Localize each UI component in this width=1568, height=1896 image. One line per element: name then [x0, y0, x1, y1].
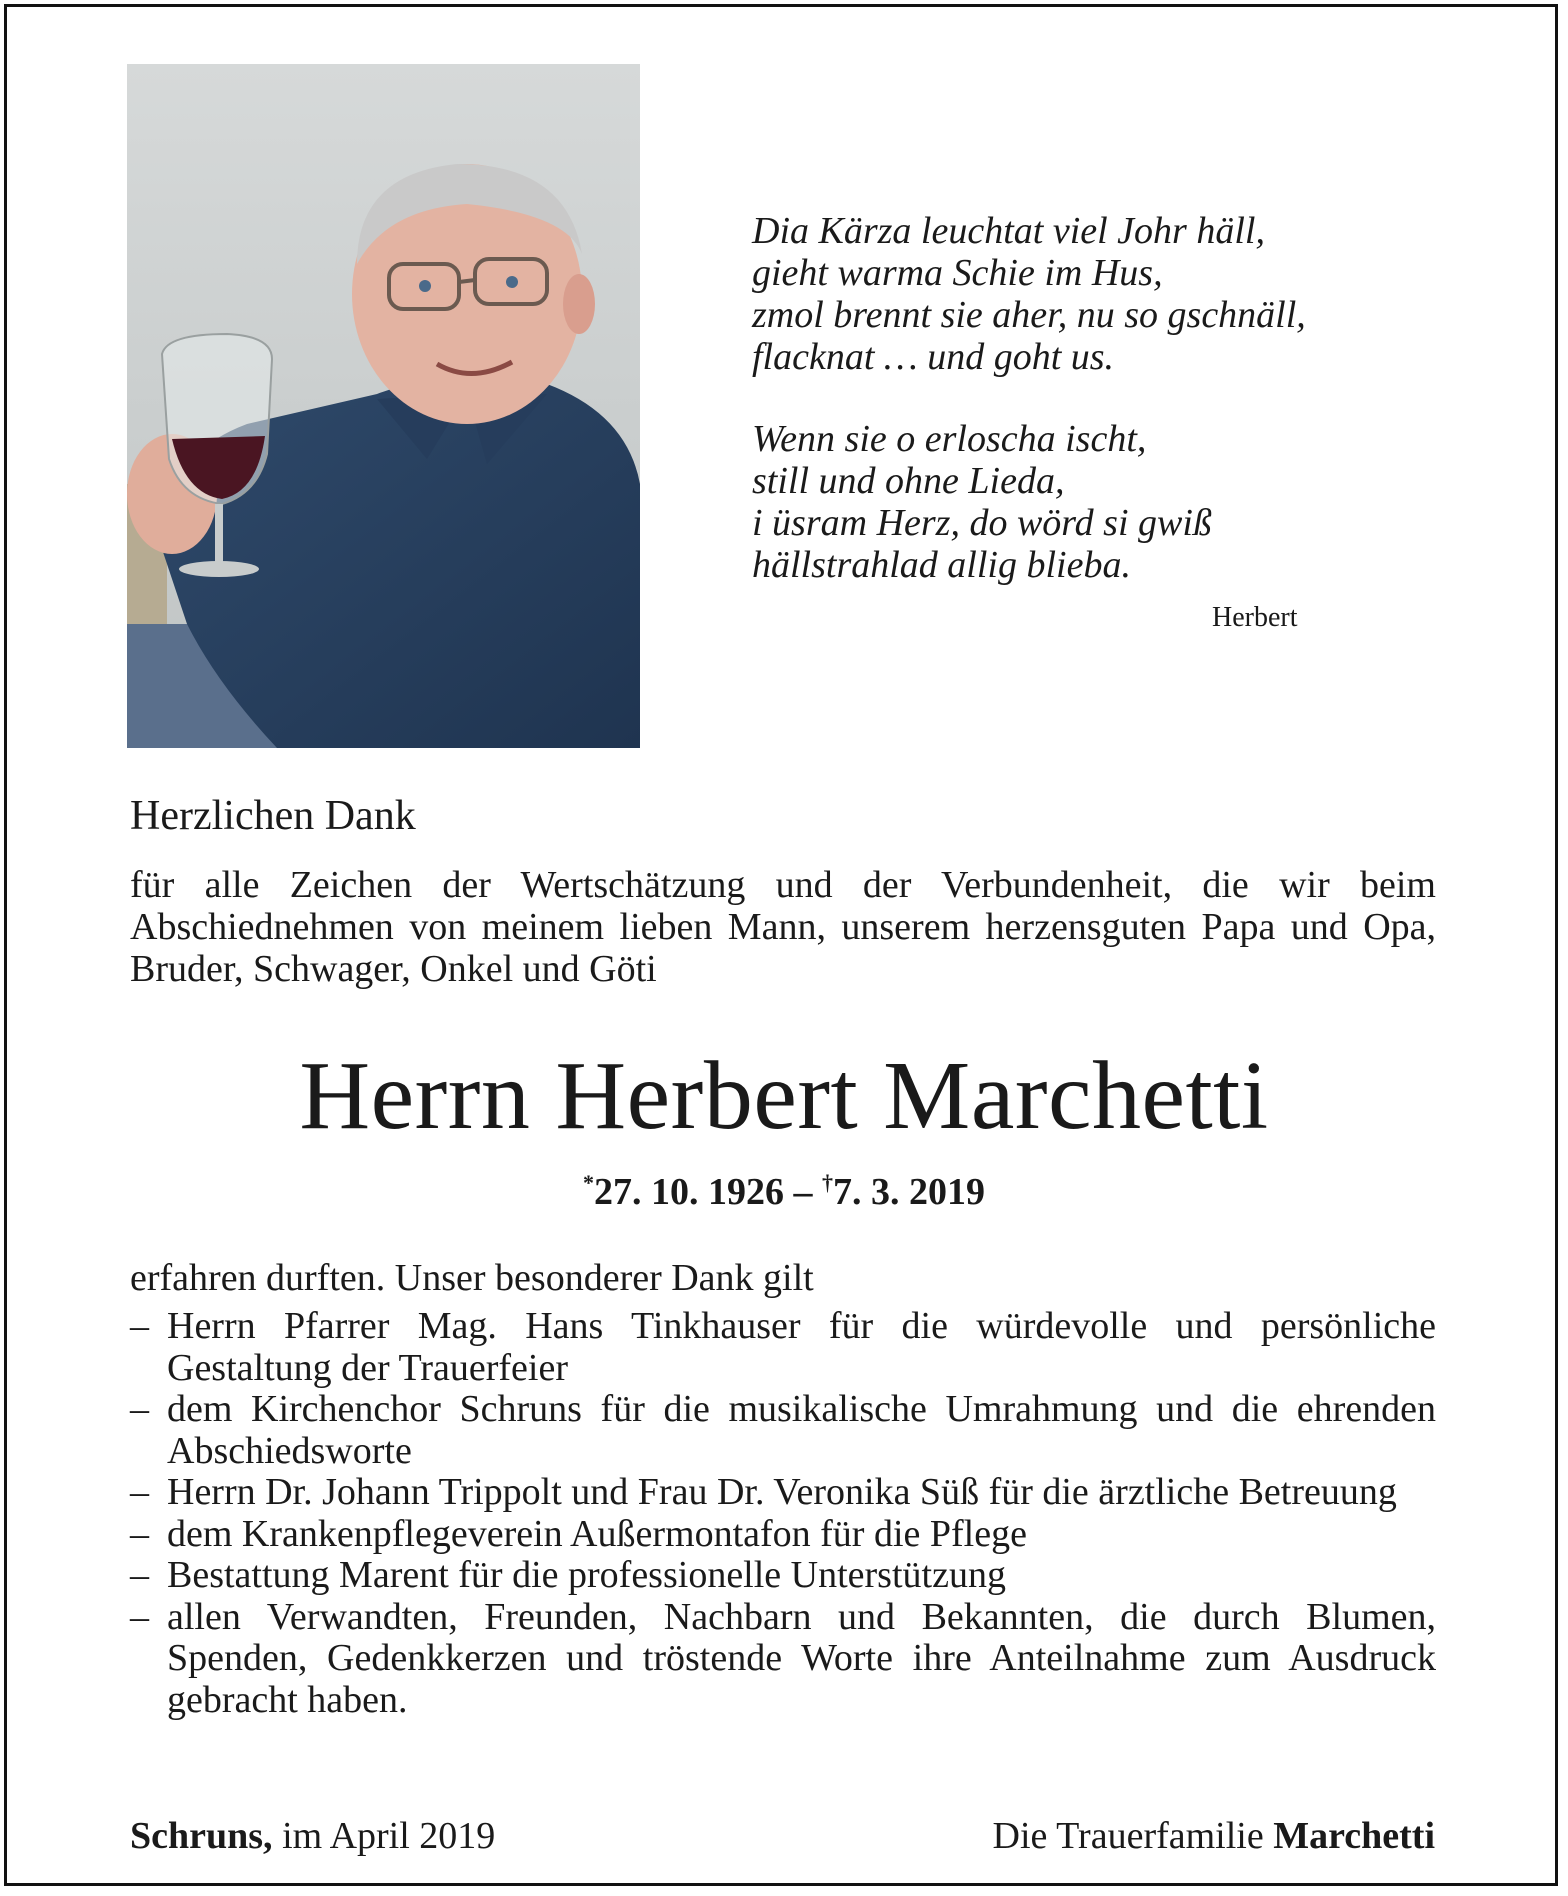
list-item-text: dem Kirchenchor Schruns für die musikalische Umrahmung und die ehrenden Abschiedsworte — [167, 1388, 1436, 1472]
date-separator: – — [784, 1171, 822, 1213]
list-item — [130, 1472, 1436, 1514]
poem-line: still und ohne Lieda, — [752, 460, 1065, 502]
list-item — [130, 1555, 1436, 1597]
poem-stanza — [752, 418, 1352, 586]
poem-line: zmol brennt sie aher, nu so gschnäll, — [752, 294, 1306, 336]
list-item — [130, 1306, 1436, 1389]
poem-line: gieht warma Schie im Hus, — [752, 252, 1163, 294]
list-item — [130, 1597, 1436, 1722]
list-dash: – — [130, 1388, 149, 1430]
list-item — [130, 1514, 1436, 1556]
list-dash: – — [130, 1512, 149, 1555]
footer-family — [993, 1814, 1436, 1858]
list-dash: – — [130, 1595, 149, 1638]
list-item — [130, 1389, 1436, 1472]
list-item-text: allen Verwandten, Freunden, Nachbarn und Bekannten, die durch Blumen, Spenden, Gedenkkerzen und tröstende Worte ihre Anteilnahme zum Ausdruck gebracht haben. — [167, 1595, 1436, 1721]
poem-line: i üsram Herz, do wörd si gwiß — [752, 502, 1212, 544]
footer-family-prefix: Die Trauerfamilie — [992, 1815, 1274, 1857]
list-item-text: Herrn Pfarrer Mag. Hans Tinkhauser für die würdevolle und persönliche Gestaltung der Trauerfeier — [167, 1305, 1436, 1389]
deceased-name: Herrn Herbert Marchetti — [299, 1042, 1269, 1150]
footer-place: Schruns, — [130, 1815, 273, 1857]
list-item-text: Bestattung Marent für die professionelle Unterstützung — [167, 1554, 1006, 1596]
footer-date: im April 2019 — [272, 1815, 496, 1857]
list-dash: – — [130, 1305, 149, 1347]
death-symbol: † — [822, 1170, 833, 1195]
poem-line: Dia Kärza leuchtat viel Johr häll, — [752, 210, 1265, 252]
death-date: 7. 3. 2019 — [833, 1171, 985, 1213]
heading-thanks: Herzlichen Dank — [130, 793, 416, 839]
birth-symbol: * — [583, 1170, 594, 1195]
poem-stanza — [752, 210, 1352, 378]
list-dash: – — [130, 1554, 149, 1596]
poem-line: flacknat … und goht us. — [752, 336, 1115, 378]
birth-date: 27. 10. 1926 — [594, 1171, 784, 1213]
poem-author: Herbert — [1212, 602, 1298, 633]
poem-line: Wenn sie o erloscha ischt, — [752, 418, 1147, 460]
thanks-list — [130, 1306, 1436, 1721]
list-item-text: dem Krankenpflegeverein Außermontafon für die Pflege — [167, 1512, 1027, 1555]
thanks-lead: erfahren durften. Unser besonderer Dank gilt — [130, 1257, 814, 1299]
poem — [752, 210, 1352, 626]
poem-line: hällstrahlad allig blieba. — [752, 544, 1131, 586]
footer-family-name: Marchetti — [1273, 1815, 1435, 1857]
life-dates — [0, 1170, 1568, 1214]
list-item-text: Herrn Dr. Johann Trippolt und Frau Dr. Veronika Süß für die ärztliche Betreuung — [167, 1471, 1397, 1513]
portrait-illustration — [127, 64, 640, 748]
portrait-photo — [127, 64, 640, 748]
footer-place-date — [130, 1814, 495, 1858]
list-dash: – — [130, 1471, 149, 1513]
intro-paragraph: für alle Zeichen der Wertschätzung und der Verbundenheit, die wir beim Abschiednehmen von meinem lieben Mann, unserem herzensguten Papa und Opa, Bruder, Schwager, Onkel und Göti — [130, 864, 1436, 990]
